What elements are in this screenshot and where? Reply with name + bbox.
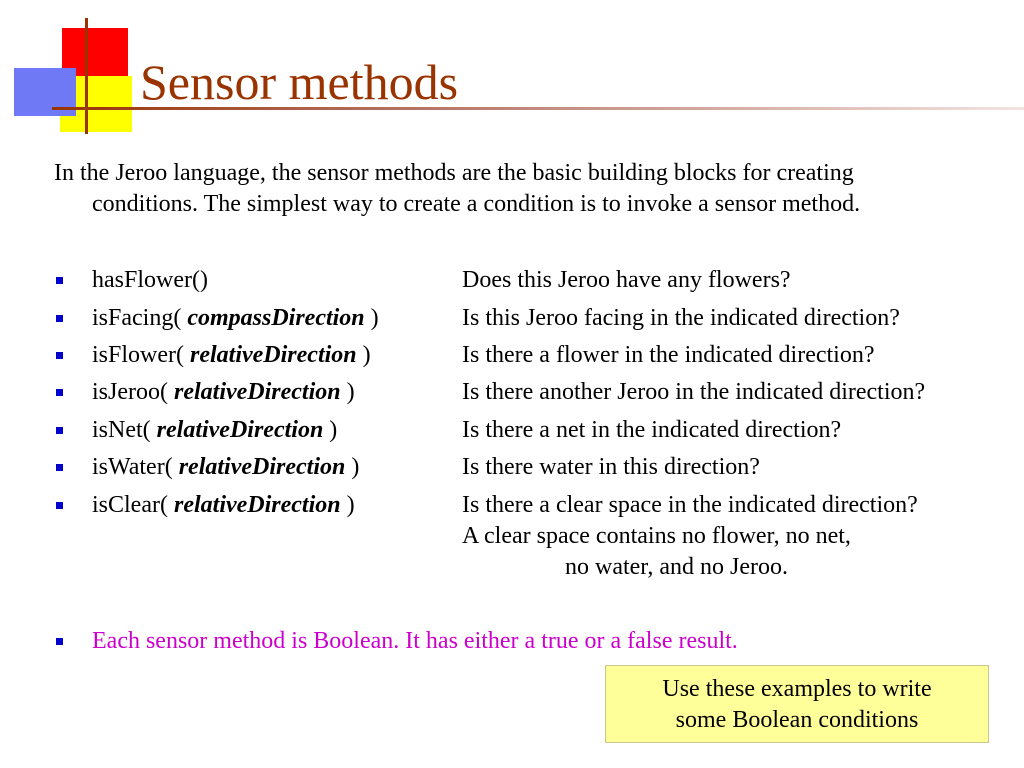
bullet-square-icon bbox=[56, 389, 63, 396]
method-description: Is there a flower in the indicated direction? bbox=[462, 342, 875, 368]
method-signature: isJeroo( relativeDirection ) bbox=[92, 379, 355, 405]
method-signature: isFacing( compassDirection ) bbox=[92, 305, 379, 331]
bullet-square-icon bbox=[56, 352, 63, 359]
method-signature: isFlower( relativeDirection ) bbox=[92, 342, 371, 368]
method-parameter: relativeDirection bbox=[173, 492, 341, 518]
method-parameter: compassDirection bbox=[187, 305, 365, 331]
method-signature: isClear( relativeDirection ) bbox=[92, 492, 355, 518]
bullet-square-icon bbox=[56, 277, 63, 284]
bullet-square-icon bbox=[56, 464, 63, 471]
clear-space-note-line-2: no water, and no Jeroo. bbox=[565, 554, 788, 580]
intro-line-2: conditions. The simplest way to create a condition is to invoke a sensor method. bbox=[92, 191, 861, 217]
method-description: Is there another Jeroo in the indicated direction? bbox=[462, 379, 926, 405]
decorative-vertical-line bbox=[85, 18, 88, 134]
bullet-square-icon bbox=[56, 427, 63, 434]
boolean-statement: Each sensor method is Boolean. It has either a true or a false result. bbox=[92, 628, 738, 654]
method-description: Is there a net in the indicated direction? bbox=[462, 417, 842, 443]
callout-line-2: some Boolean conditions bbox=[675, 707, 919, 733]
clear-space-note-line-1: A clear space contains no flower, no net, bbox=[462, 523, 851, 549]
method-parameter: relativeDirection bbox=[156, 417, 324, 443]
intro-paragraph bbox=[54, 158, 1014, 220]
method-parameter: relativeDirection bbox=[190, 342, 357, 368]
callout-note-box bbox=[605, 665, 989, 743]
method-parameter: relativeDirection bbox=[173, 379, 341, 405]
method-signature: hasFlower() bbox=[92, 267, 208, 293]
callout-line-1: Use these examples to write bbox=[662, 676, 932, 702]
method-description: Is there water in this direction? bbox=[462, 454, 760, 480]
method-description: Does this Jeroo have any flowers? bbox=[462, 267, 791, 293]
method-signature: isWater( relativeDirection ) bbox=[92, 454, 360, 480]
method-description: Is this Jeroo facing in the indicated direction? bbox=[462, 305, 900, 331]
bullet-square-icon bbox=[56, 315, 63, 322]
bullet-square-icon bbox=[56, 502, 63, 509]
slide-title: Sensor methods bbox=[140, 54, 459, 110]
intro-line-1: In the Jeroo language, the sensor methods are the basic building blocks for creating bbox=[54, 160, 854, 186]
bullet-square-icon bbox=[56, 638, 63, 645]
method-parameter: relativeDirection bbox=[178, 454, 346, 480]
method-description: Is there a clear space in the indicated direction? bbox=[462, 492, 918, 518]
method-signature: isNet( relativeDirection ) bbox=[92, 417, 338, 443]
